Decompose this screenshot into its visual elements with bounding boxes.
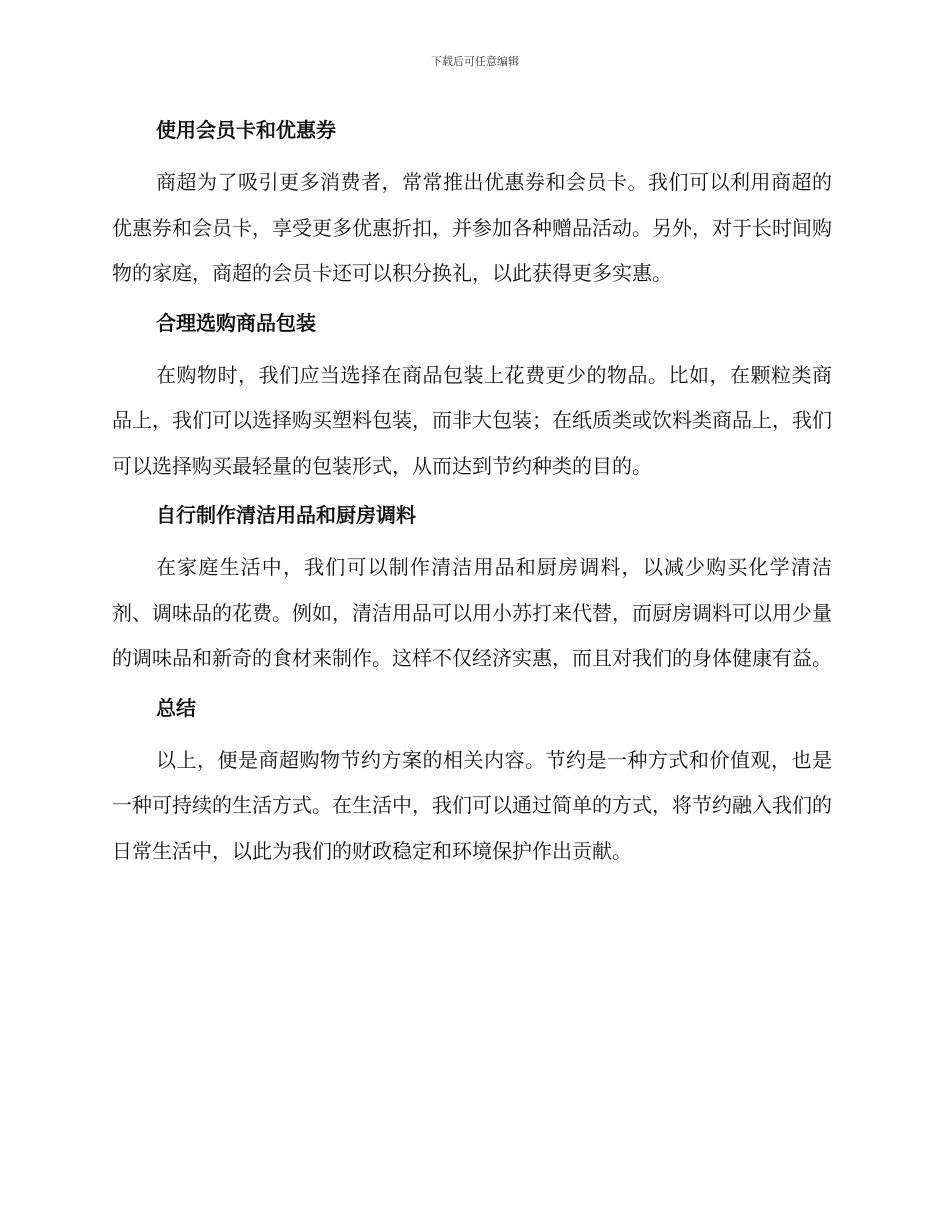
- section-title: 总结: [156, 695, 196, 720]
- section-paragraph: 商超为了吸引更多消费者，常常推出优惠券和会员卡。我们可以利用商超的优惠券和会员卡，享受更多优惠折扣，并参加各种赠品活动。另外，对于长时间购物的家庭，商超的会员卡还可以积分换礼，以此获得更多实惠。: [112, 170, 832, 285]
- section-paragraph: 以上，便是商超购物节约方案的相关内容。节约是一种方式和价值观，也是一种可持续的生活方式。在生活中，我们可以通过简单的方式，将节约融入我们的日常生活中，以此为我们的财政稳定和环境保护作出贡献。: [112, 747, 832, 863]
- section-title: 合理选购商品包装: [156, 310, 316, 335]
- section-paragraph: 在购物时，我们应当选择在商品包装上花费更少的物品。比如，在颗粒类商品上，我们可以选择购买塑料包装，而非大包装；在纸质类或饮料类商品上，我们可以选择购买最轻量的包装形式，从而达到节约种类的目的。: [112, 362, 832, 478]
- section-membership-coupons: [112, 112, 832, 305]
- section-paragraph: 在家庭生活中，我们可以制作清洁用品和厨房调料，以减少购买化学清洁剂、调味品的花费。例如，清洁用品可以用小苏打来代替，而厨房调料可以用少量的调味品和新奇的食材来制作。这样不仅经济实惠，而且对我们的身体健康有益。: [112, 555, 832, 670]
- section-packaging: [112, 305, 832, 498]
- section-homemade-supplies: [112, 497, 832, 690]
- page-header-note: 下载后可任意编辑: [431, 55, 519, 68]
- section-title: 自行制作清洁用品和厨房调料: [156, 503, 416, 527]
- section-title: 使用会员卡和优惠券: [156, 118, 336, 142]
- document-body: [112, 112, 832, 874]
- section-summary: [112, 690, 832, 875]
